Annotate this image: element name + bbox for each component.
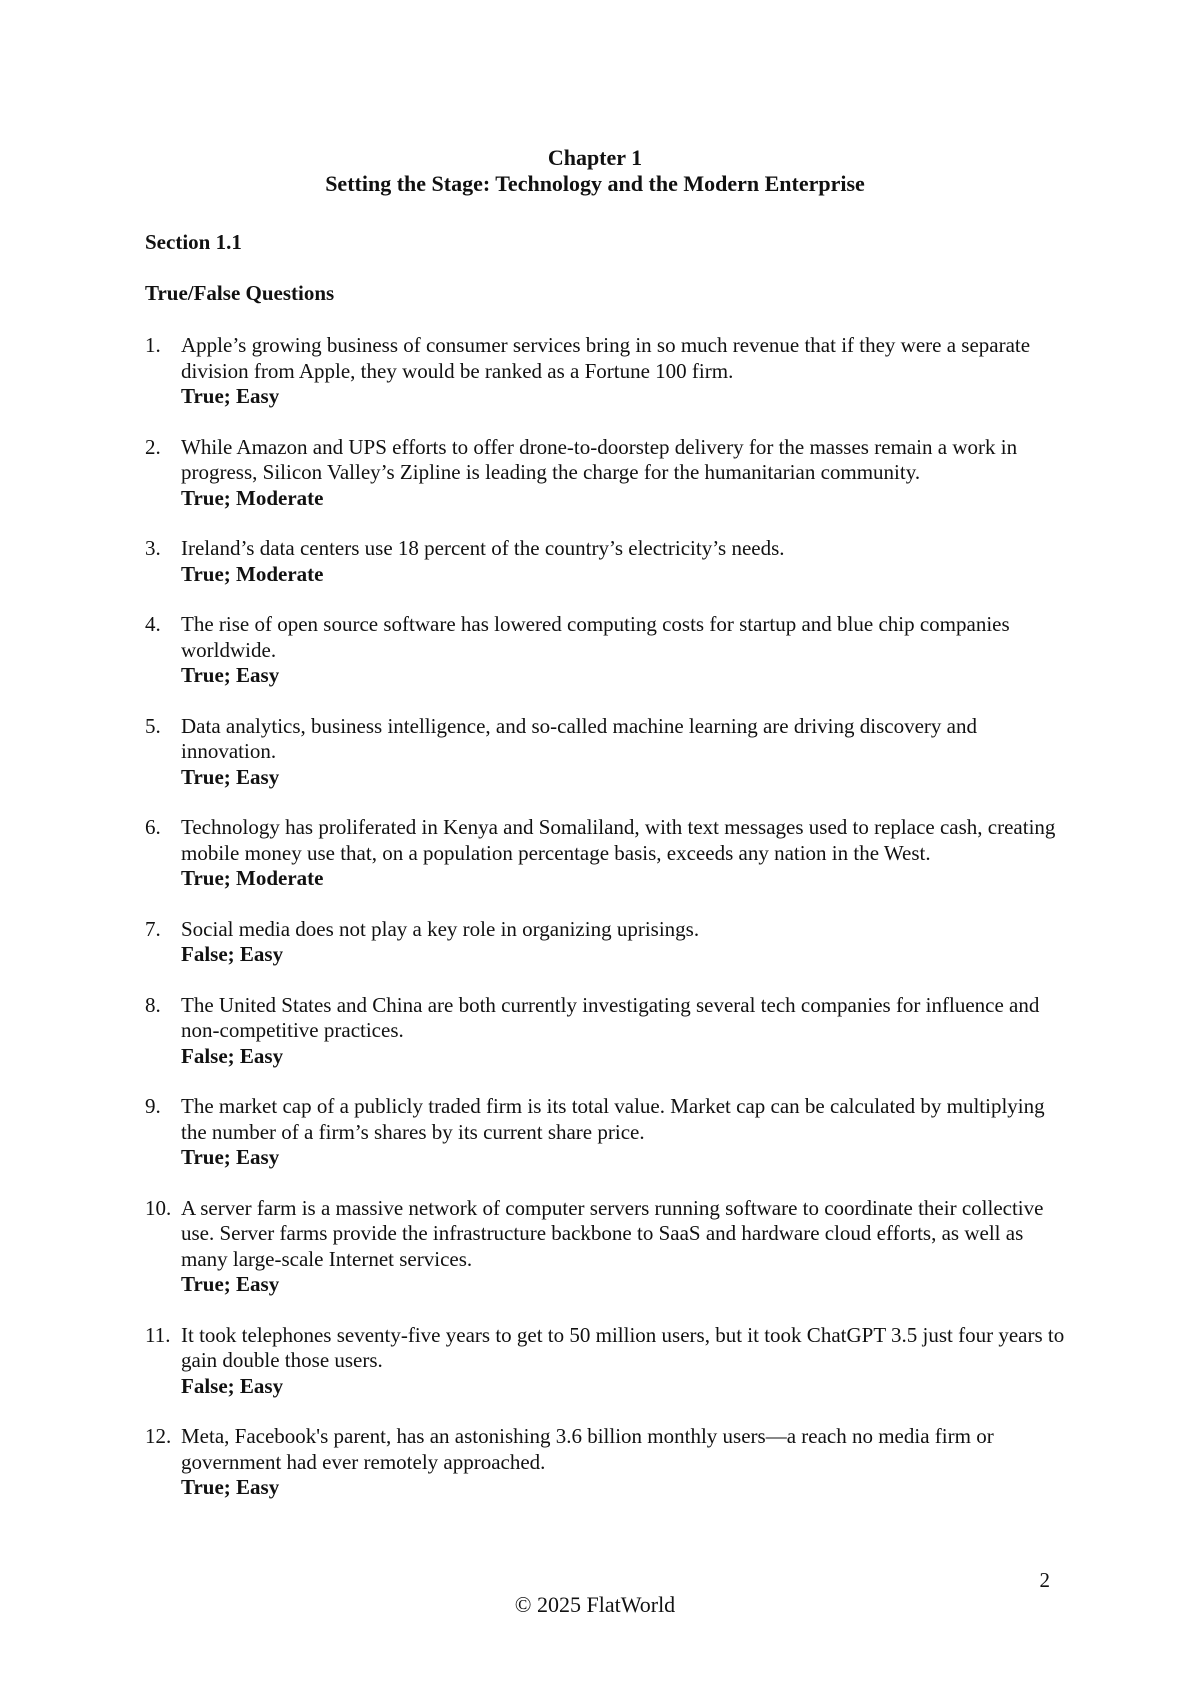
question-text: Apple’s growing business of consumer services bring in so much revenue that if they were a separate division from Apple, they would be ranked as a Fortune 100 firm. [181,333,1031,383]
question-item [145,536,1065,587]
chapter-number: Chapter 1 [547,145,643,170]
question-answer: False; Easy [181,1043,284,1068]
question-number: 9. [145,1094,161,1118]
question-number: 3. [145,536,161,560]
question-item [145,917,1065,968]
question-answer: True; Easy [181,1475,280,1499]
question-answer: True; Easy [181,1272,280,1296]
question-item [145,1196,1065,1298]
question-item [145,1094,1065,1171]
question-text: Social media does not play a key role in organizing uprisings. [181,916,700,941]
question-text: While Amazon and UPS efforts to offer drone-to-doorstep delivery for the masses remain a work in progress, Silicon Valley’s Zipline is leading the charge for the humanitarian community. [181,434,1018,484]
question-text: Ireland’s data centers use 18 percent of the country’s electricity’s needs. [181,536,785,560]
question-answer: True; Moderate [181,561,324,586]
question-item [145,993,1065,1070]
question-item [145,1323,1065,1400]
question-answer: False; Easy [181,1373,284,1398]
question-text: It took telephones seventy-five years to get to 50 million users, but it took ChatGPT 3.5 just four years to gain double those users. [181,1322,1065,1372]
question-answer: False; Easy [181,942,284,966]
question-number: 1. [145,333,161,357]
question-number: 7. [145,916,161,941]
question-number: 4. [145,612,161,636]
chapter-title: Setting the Stage: Technology and the Modern Enterprise [325,171,865,196]
question-text: Technology has proliferated in Kenya and Somaliland, with text messages used to replace cash, creating mobile money use that, on a population percentage basis, exceeds any nation in the West. [181,815,1056,865]
question-answer: True; Easy [181,663,280,687]
page-number: 2 [1039,1568,1050,1592]
question-text: Data analytics, business intelligence, and so-called machine learning are driving discovery and innovation. [181,713,977,763]
question-answer: True; Easy [181,384,280,408]
question-answer: True; Easy [181,764,280,789]
copyright-footer: © 2025 FlatWorld [514,1592,676,1617]
question-number: 5. [145,713,161,738]
section-label: Section 1.1 [145,230,242,254]
question-item [145,714,1065,791]
question-number: 2. [145,434,161,459]
question-text: The market cap of a publicly traded firm is its total value. Market cap can be calculated by multiplying the number of a firm’s shares by its current share price. [181,1094,1045,1144]
question-answer: True; Moderate [181,485,324,510]
question-text: Meta, Facebook's parent, has an astonishing 3.6 billion monthly users—a reach no media firm or government had ever remotely approached. [181,1424,994,1474]
question-text: The rise of open source software has lowered computing costs for startup and blue chip companies worldwide. [181,612,1010,662]
question-answer: True; Moderate [181,866,324,890]
question-item [145,612,1065,689]
question-number: 10. [145,1195,172,1220]
question-item [145,1424,1065,1501]
question-number: 12. [145,1424,172,1448]
question-number: 8. [145,992,161,1017]
question-number: 11. [145,1322,171,1347]
question-list [145,333,1065,1526]
chapter-heading [0,145,1190,197]
question-item [145,333,1065,410]
question-number: 6. [145,815,161,839]
question-type-heading: True/False Questions [145,281,335,305]
question-text: The United States and China are both currently investigating several tech companies for influence and non-competitive practices. [181,992,1040,1042]
question-answer: True; Easy [181,1145,280,1169]
question-item [145,815,1065,892]
question-text: A server farm is a massive network of computer servers running software to coordinate their collective use. Server farms provide the infrastructure backbone to SaaS and hardware cloud efforts, as well as many large-scale Internet services. [181,1195,1044,1271]
question-item [145,435,1065,512]
